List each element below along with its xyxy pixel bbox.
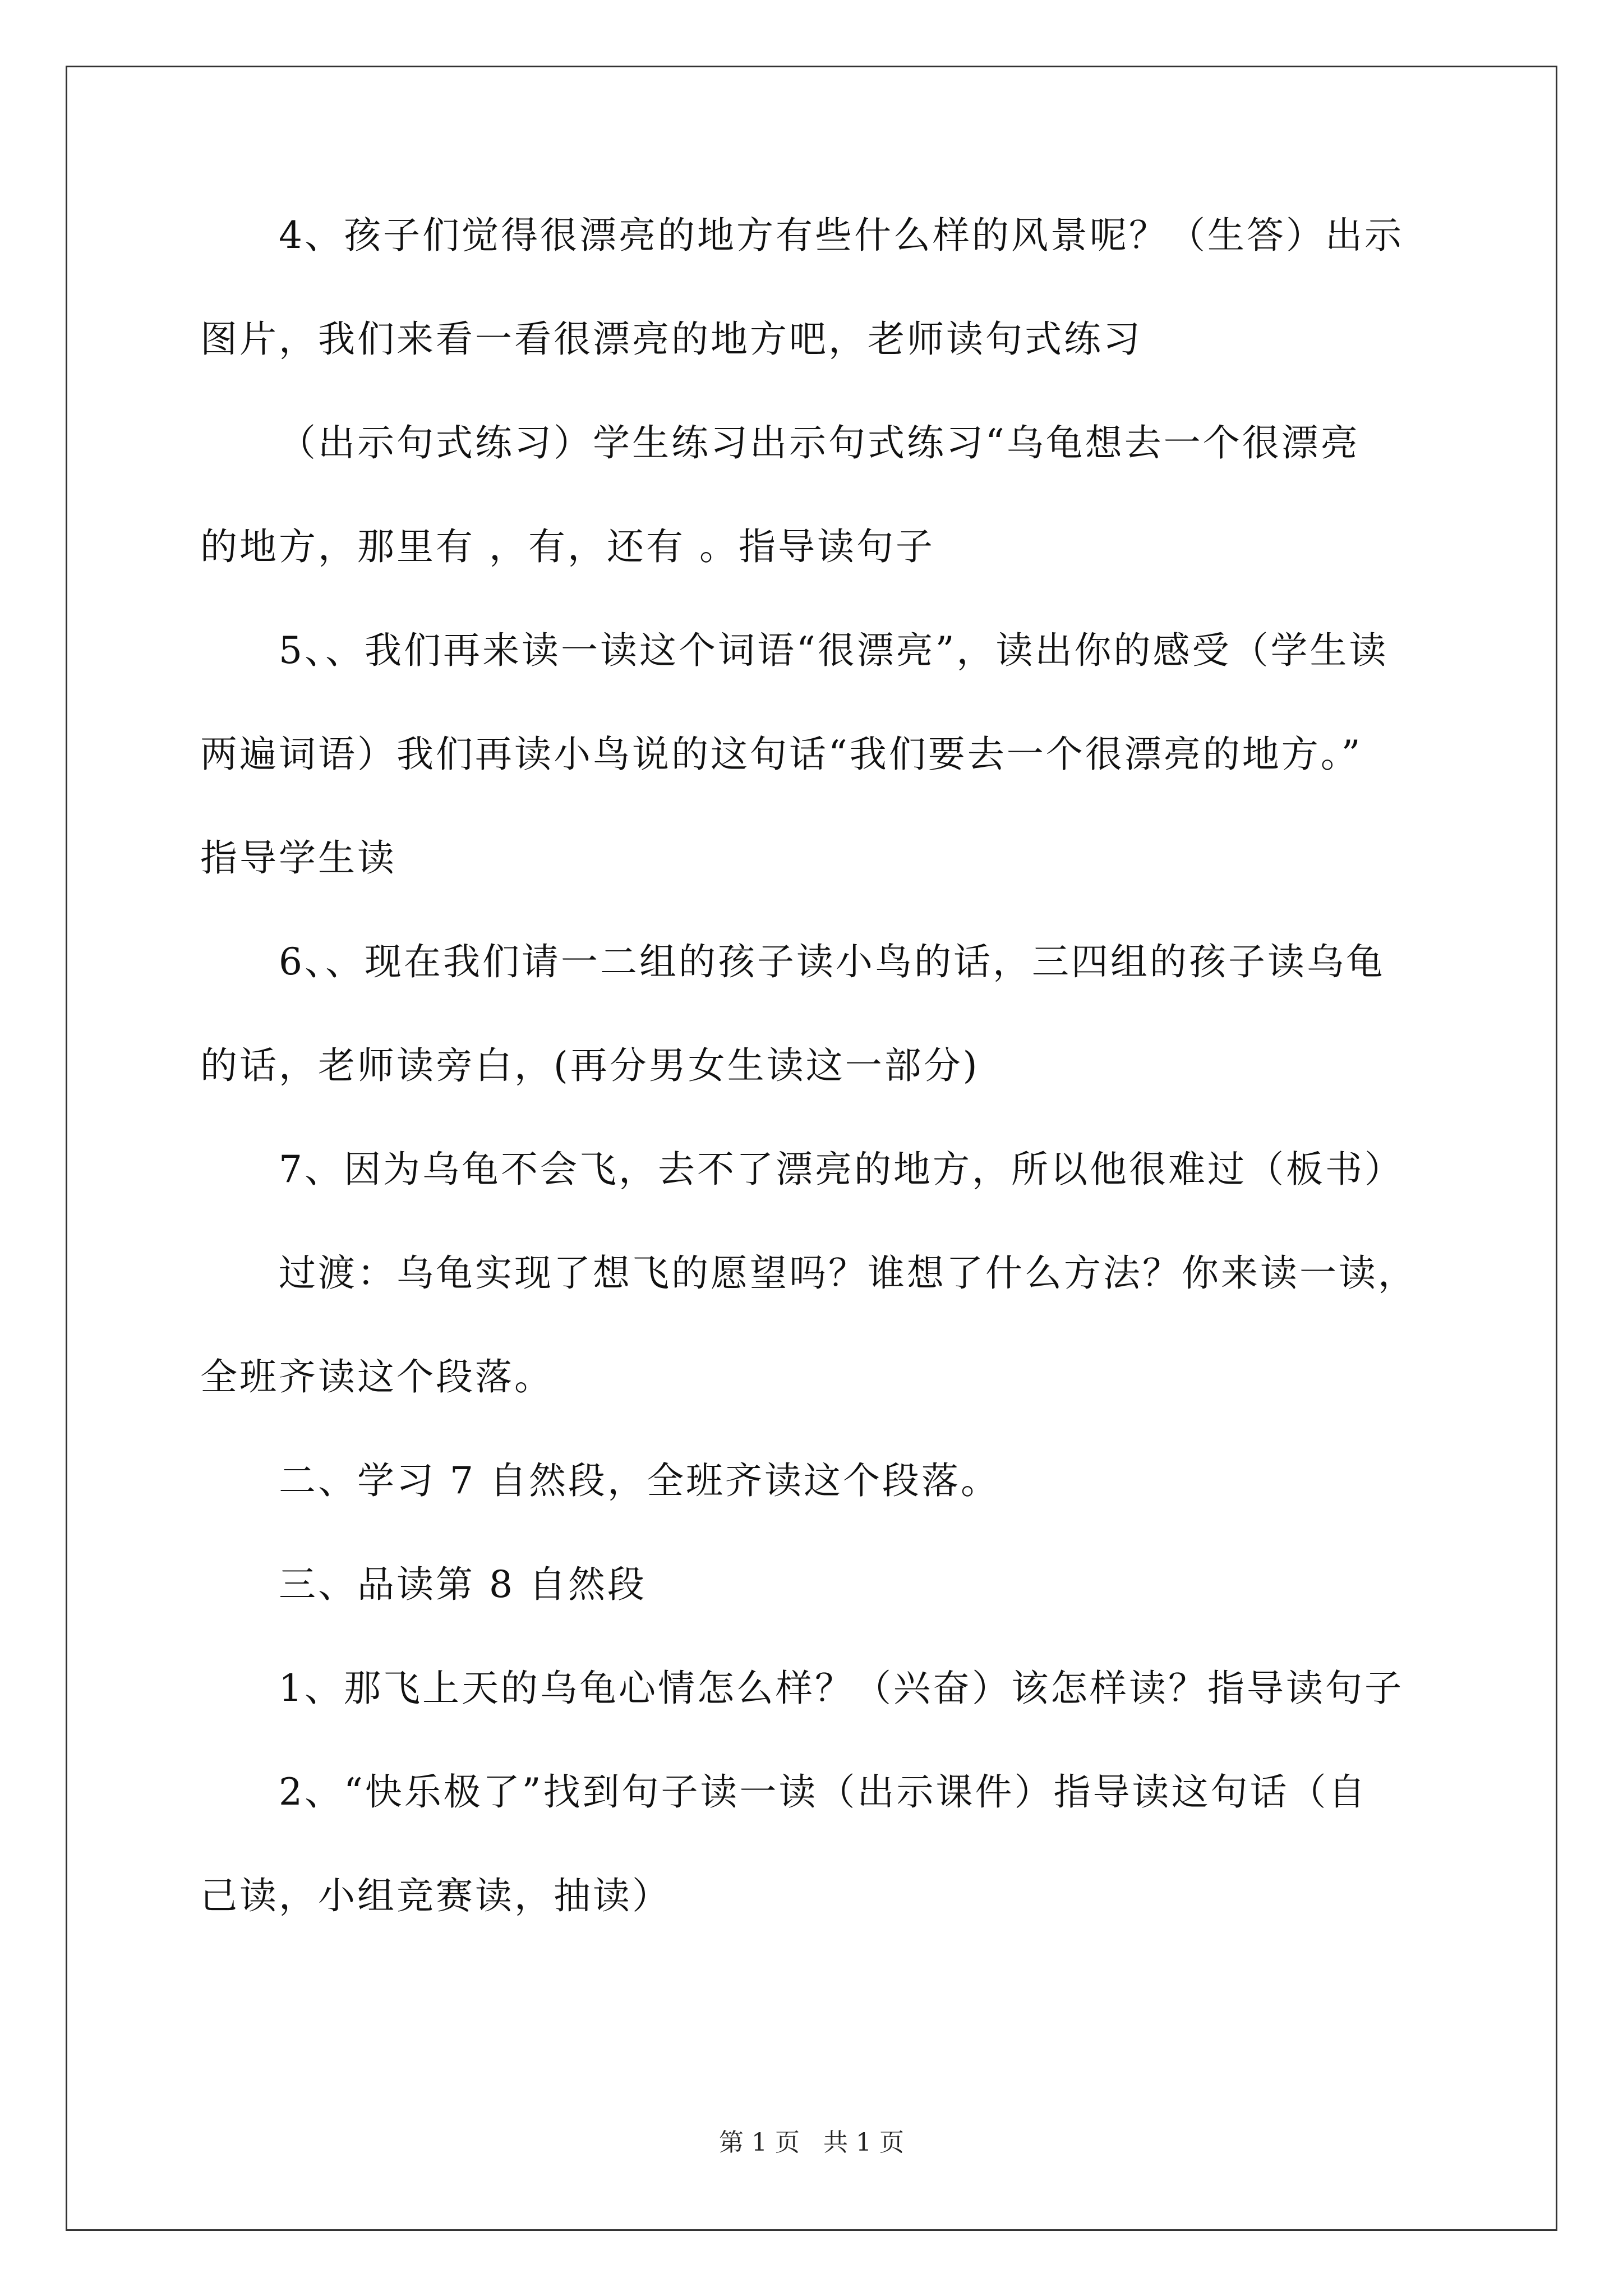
text-line: 全班齐读这个段落。 [200, 1355, 554, 1398]
text-line: 己读，小组竞赛读，抽读） [200, 1874, 671, 1917]
text-line: 三、品读第 8 自然段 [279, 1563, 647, 1606]
text-line: 过渡：乌龟实现了想飞的愿望吗？谁想了什么方法？你来读一读， [279, 1251, 1417, 1295]
text-line: 指导学生读 [200, 836, 396, 880]
text-line: 2、“快乐极了”找到句子读一读（出示课件）指导读这句话（自 [279, 1770, 1368, 1814]
page-number-footer: 第 1 页 共 1 页 [719, 2128, 904, 2157]
text-line: 的地方，那里有 ，有，还有 。指导读句子 [200, 525, 935, 568]
text-line: 的话，老师读旁白，(再分男女生读这一部分) [200, 1044, 980, 1087]
text-line: 5、、我们再来读一读这个词语“很漂亮”，读出你的感受（学生读 [279, 629, 1389, 672]
text-line: （出示句式练习）学生练习出示句式练习“乌龟想去一个很漂亮 [279, 421, 1360, 464]
text-line: 4、孩子们觉得很漂亮的地方有些什么样的风景呢？（生答）出示 [279, 214, 1404, 257]
text-line: 1、那飞上天的乌龟心情怎么样？（兴奋）该怎样读？指导读句子 [279, 1667, 1404, 1710]
text-line: 7、因为乌龟不会飞，去不了漂亮的地方，所以他很难过（板书） [279, 1148, 1404, 1191]
text-line: 二、学习 7 自然段，全班齐读这个段落。 [279, 1459, 1000, 1502]
text-line: 两遍词语）我们再读小鸟说的这句话“我们要去一个很漂亮的地方。” [200, 733, 1363, 776]
text-line: 6、、现在我们请一二组的孩子读小鸟的话，三四组的孩子读乌龟 [279, 940, 1385, 983]
text-line: 图片，我们来看一看很漂亮的地方吧，老师读句式练习 [200, 318, 1142, 361]
